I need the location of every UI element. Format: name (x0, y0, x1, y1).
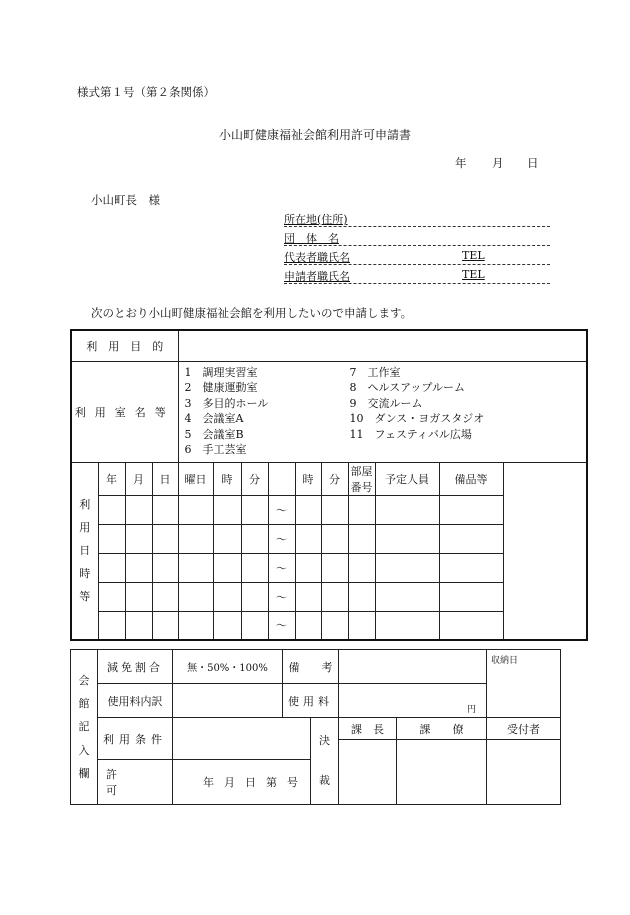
purpose-label: 利 用 目 的 (71, 330, 178, 361)
usage-row (71, 582, 587, 611)
address-field[interactable] (284, 211, 550, 227)
col-header-range (268, 462, 295, 495)
fee-amount-field[interactable] (339, 684, 487, 718)
date-year-label: 年 (455, 156, 467, 170)
fee-label: 使用料 (283, 684, 339, 718)
usage-row (71, 495, 587, 524)
remarks-label: 備 考 (283, 650, 339, 684)
col-header-room-no: 部屋番号 (348, 462, 375, 495)
staff-stamp[interactable] (397, 740, 487, 805)
yen-label: 円 (466, 705, 476, 715)
rooms-label: 利用室名等 (71, 361, 178, 462)
requester-field[interactable] (284, 268, 550, 284)
receptionist-label: 受付者 (487, 718, 561, 740)
group-name-field[interactable] (284, 230, 550, 246)
col-header-day: 日 (152, 462, 178, 495)
col-header-year: 年 (98, 462, 125, 495)
room-option[interactable]: 10 ダンス・ヨガスタジオ (349, 412, 485, 425)
rep-tel-label: TEL (462, 249, 485, 262)
room-option[interactable]: 9 交流ルーム (349, 396, 423, 410)
remarks-field[interactable] (339, 650, 487, 684)
time-range-tilde: ～ (268, 611, 295, 640)
rooms-list (178, 361, 587, 462)
discount-label: 減免割合 (98, 650, 173, 684)
col-header-people: 予定人員 (375, 462, 439, 495)
time-range-tilde: ～ (268, 495, 295, 524)
group-name-label: 団 体 名 (284, 232, 339, 245)
col-header-hour-end: 時 (295, 462, 321, 495)
intro-text: 次のとおり小山町健康福祉会館を利用したいので申請します。 (91, 306, 413, 320)
col-header-equipment: 備品等 (439, 462, 503, 495)
room-option[interactable]: 3 多目的ホール (184, 396, 269, 410)
col-header-minute: 分 (241, 462, 268, 495)
staff-label: 課 僚 (397, 718, 487, 740)
time-range-tilde: ～ (268, 524, 295, 553)
fee-breakdown-label: 使用料内訳 (98, 684, 173, 718)
conditions-label: 利用条件 (98, 718, 173, 760)
office-section-label: 会 館 記 入 欄 (71, 650, 98, 805)
requester-tel-label: TEL (462, 268, 485, 281)
room-option[interactable]: 4 会議室A (184, 412, 244, 425)
usage-row (71, 524, 587, 553)
col-header-minute-end: 分 (321, 462, 348, 495)
section-chief-stamp[interactable] (339, 740, 397, 805)
conditions-field[interactable] (173, 718, 311, 760)
col-header-month: 月 (125, 462, 152, 495)
representative-label: 代表者職氏名 (284, 251, 350, 264)
addressee: 小山町長 様 (91, 193, 160, 207)
decision-label: 決 裁 (311, 718, 339, 805)
date-day-label: 日 (527, 156, 539, 170)
application-table (70, 329, 588, 641)
receptionist-stamp[interactable] (487, 740, 561, 805)
section-chief-label: 課 長 (339, 718, 397, 740)
room-option[interactable]: 6 手工芸室 (184, 443, 247, 456)
usage-dates-label: 利 用 日 時 等 (71, 462, 98, 640)
requester-label: 申請者職氏名 (284, 270, 350, 283)
time-range-tilde: ～ (268, 553, 295, 582)
room-option[interactable]: 1 調理実習室 (184, 365, 258, 379)
fee-breakdown-field[interactable] (173, 684, 283, 718)
date-month-label: 月 (492, 156, 504, 170)
col-header-weekday: 曜日 (178, 462, 213, 495)
room-option[interactable]: 8 ヘルスアップルーム (349, 381, 465, 394)
time-range-tilde: ～ (268, 582, 295, 611)
usage-row (71, 553, 587, 582)
office-use-table (70, 649, 561, 805)
form-number: 様式第１号（第２条関係） (77, 85, 215, 99)
purpose-input[interactable] (178, 330, 587, 361)
room-option[interactable]: 5 会議室B (184, 427, 244, 441)
discount-value[interactable]: 無・50%・100% (173, 650, 283, 684)
document-title: 小山町健康福祉会館利用許可申請書 (218, 128, 411, 142)
receipt-date-box: 収納日 (487, 650, 561, 718)
room-option[interactable]: 2 健康運動室 (184, 381, 258, 394)
permit-number-field[interactable]: 年 月 日 第 号 (173, 760, 311, 805)
permit-label: 許 可 (98, 760, 173, 805)
col-header-hour: 時 (213, 462, 241, 495)
representative-field[interactable] (284, 249, 550, 265)
usage-row (71, 611, 587, 640)
room-option[interactable]: 7 工作室 (349, 365, 401, 379)
room-option[interactable]: 11 フェスティバル広場 (349, 427, 472, 441)
address-label: 所在地(住所) (284, 213, 348, 226)
